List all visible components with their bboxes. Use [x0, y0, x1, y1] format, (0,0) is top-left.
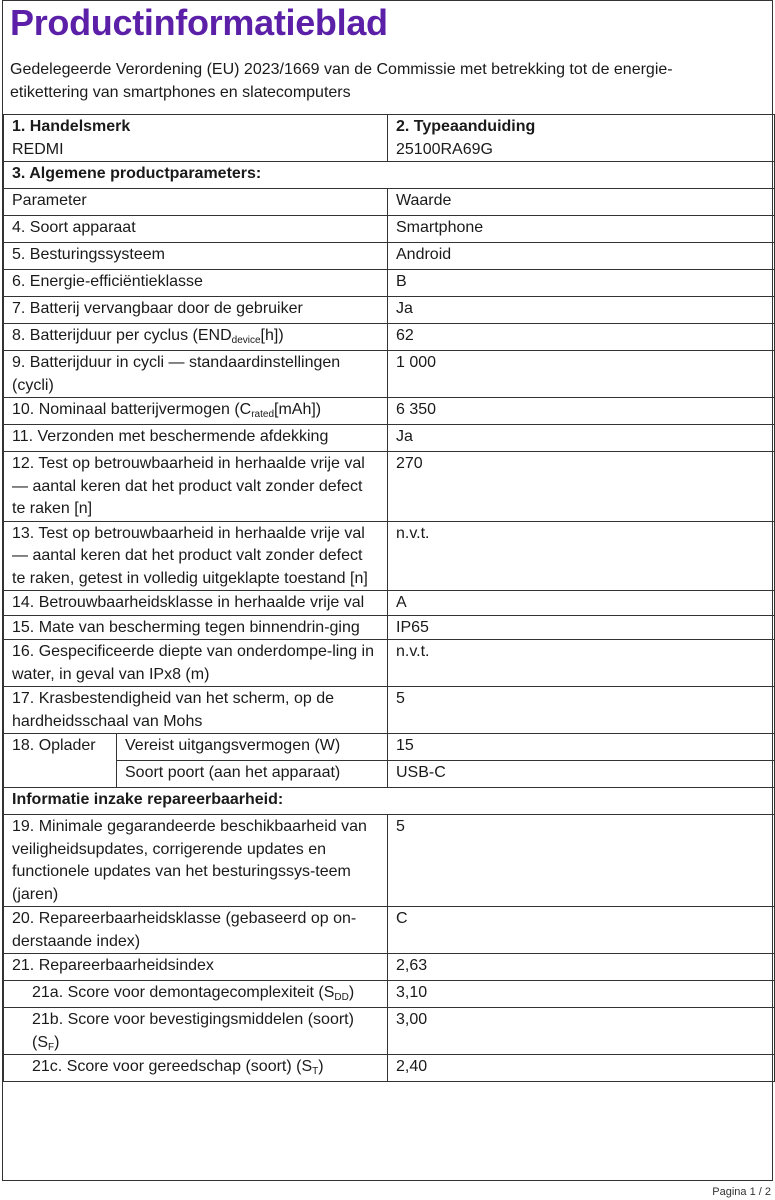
- row-label: 20. Repareerbaarheidsklasse (gebaseerd op on-derstaande index): [4, 907, 388, 954]
- product-info-table: [3, 114, 775, 1082]
- row-label: 7. Batterij vervangbaar door de gebruiker: [4, 297, 388, 324]
- label-subscript: T: [312, 1066, 319, 1077]
- section-header-row: [4, 162, 775, 189]
- table-row: [4, 1008, 775, 1055]
- brand-cell: [4, 115, 388, 162]
- row-label: 6. Energie-efficiëntieklasse: [4, 270, 388, 297]
- label-text: ): [54, 1033, 60, 1051]
- param-header: Parameter: [4, 189, 388, 216]
- table-row: [4, 297, 775, 324]
- label-subscript: device: [231, 335, 261, 346]
- row-value: 1 000: [388, 351, 775, 398]
- label-subscript: DD: [334, 992, 349, 1003]
- row-label: 15. Mate van bescherming tegen binnendrin-ging: [4, 615, 388, 640]
- row-value: Smartphone: [388, 216, 775, 243]
- table-row: [4, 615, 775, 640]
- row-value: B: [388, 270, 775, 297]
- type-label: 2. Typeaanduiding: [396, 118, 536, 135]
- charger-power-label: Vereist uitgangsvermogen (W): [117, 734, 388, 761]
- table-row: [4, 452, 775, 522]
- row-label: 17. Krasbestendigheid van het scherm, op de hardheidsschaal van Mohs: [4, 687, 388, 734]
- row-label: 11. Verzonden met beschermende afdekking: [4, 425, 388, 452]
- table-row: [4, 954, 775, 981]
- row-value: 5: [388, 815, 775, 907]
- charger-port-value: USB-C: [388, 761, 775, 788]
- row-label: 12. Test op betrouwbaarheid in herhaalde vrije val — aantal keren dat het product valt zonder defect te raken [n]: [4, 452, 388, 522]
- table-row: [4, 324, 775, 351]
- row-value: Android: [388, 243, 775, 270]
- row-value: A: [388, 591, 775, 616]
- table-row: [4, 907, 775, 954]
- charger-power-value: 15: [388, 734, 775, 761]
- row-value: 3,10: [388, 981, 775, 1008]
- row-value: Ja: [388, 297, 775, 324]
- label-text: ): [318, 1058, 324, 1075]
- value-header: Waarde: [388, 189, 775, 216]
- row-value: 2,63: [388, 954, 775, 981]
- charger-port-row: [4, 761, 775, 788]
- table-row: [4, 351, 775, 398]
- label-text: 8. Batterijduur per cyclus (END: [12, 327, 232, 344]
- table-row: [4, 981, 775, 1008]
- table-row: [4, 398, 775, 425]
- row-label: 16. Gespecificeerde diepte van onderdompe-ling in water, in geval van IPx8 (m): [4, 640, 388, 687]
- row-value: 62: [388, 324, 775, 351]
- label-text: 10. Nominaal batterijvermogen (C: [12, 401, 252, 418]
- label-text: 21c. Score voor gereedschap (soort) (S: [32, 1058, 313, 1075]
- row-value: n.v.t.: [388, 521, 775, 591]
- table-row: [4, 425, 775, 452]
- table-row: [4, 640, 775, 687]
- label-text: 21b. Score voor bevestigingsmiddelen (soort) (S: [32, 1011, 354, 1051]
- label-subscript: F: [48, 1041, 55, 1053]
- type-value: 25100RA69G: [396, 140, 493, 158]
- table-row: [4, 815, 775, 907]
- row-label: [4, 398, 388, 425]
- table-row: [4, 270, 775, 297]
- row-value: 270: [388, 452, 775, 522]
- row-value: IP65: [388, 615, 775, 640]
- label-text: [mAh]): [274, 401, 322, 418]
- row-label: 19. Minimale gegarandeerde beschikbaarheid van veiligheidsupdates, corrigerende updates en functionele updates van het besturingssys-teem (jaren): [4, 815, 388, 907]
- row-value: 3,00: [388, 1008, 775, 1055]
- row-label: 13. Test op betrouwbaarheid in herhaalde vrije val — aantal keren dat het product valt zonder defect te raken, getest in volledig uitgeklapte toestand [n]: [4, 521, 388, 591]
- label-text: ): [348, 984, 355, 1001]
- label-subscript: rated: [251, 409, 275, 420]
- page-title: Productinformatieblad: [10, 2, 388, 43]
- brand-label: 1. Handelsmerk: [12, 118, 131, 135]
- row-label: 5. Besturingssysteem: [4, 243, 388, 270]
- row-value: C: [388, 907, 775, 954]
- row-value: 2,40: [388, 1055, 775, 1082]
- table-row: [4, 521, 775, 591]
- section-header-row: [4, 788, 775, 815]
- page-number: Pagina 1 / 2: [712, 1186, 771, 1198]
- row-value: 6 350: [388, 398, 775, 425]
- type-cell: [388, 115, 775, 162]
- table-row: [4, 687, 775, 734]
- row-label: 9. Batterijduur in cycli — standaardinstellingen (cycli): [4, 351, 388, 398]
- section-repairability: Informatie inzake repareerbaarheid:: [4, 788, 775, 815]
- column-header-row: [4, 189, 775, 216]
- charger-port-label: Soort poort (aan het apparaat): [117, 761, 388, 788]
- table-row: [4, 216, 775, 243]
- row-label: [4, 1008, 388, 1055]
- row-value: 5: [388, 687, 775, 734]
- brand-type-row: [4, 115, 775, 162]
- row-label: [4, 981, 388, 1008]
- label-text: 21a. Score voor demontagecomplexiteit (S: [32, 984, 335, 1001]
- row-value: n.v.t.: [388, 640, 775, 687]
- charger-label: 18. Oplader: [4, 734, 117, 788]
- row-label: 14. Betrouwbaarheidsklasse in herhaalde vrije val: [4, 591, 388, 616]
- row-label: [4, 324, 388, 351]
- label-text: [h]): [260, 327, 284, 344]
- table-row: [4, 591, 775, 616]
- row-label: [4, 1055, 388, 1082]
- row-value: Ja: [388, 425, 775, 452]
- row-label: 21. Repareerbaarheidsindex: [4, 954, 388, 981]
- section-general-params: 3. Algemene productparameters:: [4, 162, 775, 189]
- page-subtitle: Gedelegeerde Verordening (EU) 2023/1669 van de Commissie met betrekking tot de energie-etikettering van smartphones en slatecomputers: [10, 61, 673, 101]
- row-label: 4. Soort apparaat: [4, 216, 388, 243]
- table-row: [4, 1055, 775, 1082]
- brand-value: REDMI: [12, 140, 64, 158]
- table-row: [4, 243, 775, 270]
- charger-power-row: [4, 734, 775, 761]
